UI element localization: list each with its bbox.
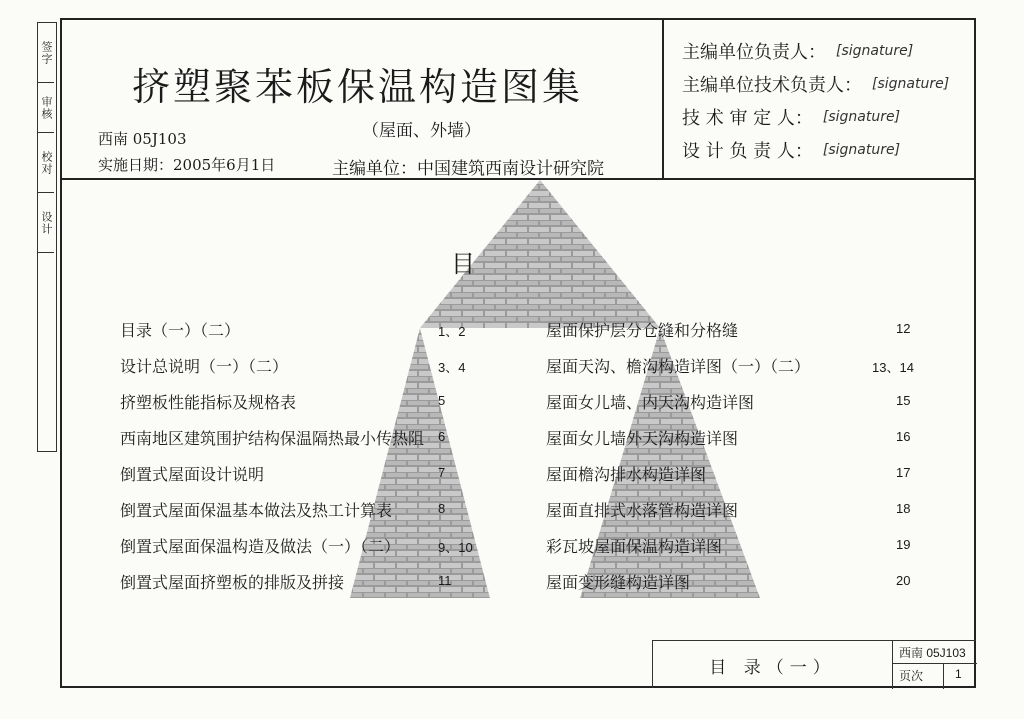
responsibility-row — [682, 67, 974, 100]
binding-cell: 校对 — [38, 133, 54, 193]
toc-page-number: 13、14 — [872, 360, 914, 375]
signature-mark: [signature] — [836, 42, 914, 59]
toc-page-number: 16 — [896, 429, 911, 444]
effective-date: 实施日期：2005年6月1日 — [98, 156, 276, 174]
toc-page-number: 5 — [438, 393, 446, 408]
toc-page-number: 17 — [896, 465, 911, 480]
toc-page-number: 12 — [896, 321, 911, 336]
toc-page-number: 20 — [896, 573, 911, 588]
toc-page-number: 8 — [438, 501, 446, 516]
toc-page-number: 7 — [438, 465, 446, 480]
toc-item[interactable]: 屋面女儿墙、内天沟构造详图 — [546, 393, 755, 412]
atlas-code: 西南 05J103 — [98, 130, 187, 148]
responsibility-row — [682, 34, 974, 67]
page-value: 1 — [955, 667, 962, 681]
toc-item[interactable]: 倒置式屋面设计说明 — [120, 465, 265, 484]
responsibility-label: 主编单位负责人： — [682, 41, 826, 63]
title-block-divider — [893, 663, 977, 664]
binding-strip — [37, 22, 57, 452]
toc-item[interactable]: 彩瓦坡屋面保温构造详图 — [546, 537, 723, 556]
responsibility-row — [682, 133, 974, 166]
page-label: 页次 — [899, 669, 924, 683]
title-block — [652, 640, 976, 688]
toc-page-number: 6 — [438, 429, 446, 444]
toc-page-number: 11 — [438, 573, 452, 588]
toc-item[interactable]: 倒置式屋面挤塑板的排版及拼接 — [120, 573, 345, 592]
toc-item[interactable]: 屋面檐沟排水构造详图 — [546, 465, 707, 484]
toc-page-number: 3、4 — [438, 360, 466, 375]
binding-cell: 签字 — [38, 23, 54, 83]
header-block — [62, 20, 974, 180]
signature-mark: [signature] — [872, 75, 950, 92]
toc-page-number: 19 — [896, 537, 911, 552]
title-block-divider — [943, 663, 944, 689]
binding-cell: 设计 — [38, 193, 54, 253]
toc-item[interactable]: 西南地区建筑围护结构保温隔热最小传热阻 — [120, 429, 425, 448]
responsibility-label: 设 计 负 责 人： — [682, 140, 813, 162]
toc-item[interactable]: 倒置式屋面保温基本做法及热工计算表 — [120, 501, 393, 520]
toc-item[interactable]: 倒置式屋面保温构造及做法（一）（二） — [120, 537, 401, 556]
toc-page-number: 15 — [896, 393, 911, 408]
toc-page-number: 18 — [896, 501, 911, 516]
toc-item[interactable]: 目录（一）（二） — [120, 321, 241, 340]
toc-item[interactable]: 屋面女儿墙外天沟构造详图 — [546, 429, 739, 448]
document-subtitle: （屋面、外墙） — [362, 121, 481, 141]
responsibility-label: 技 术 审 定 人： — [682, 107, 813, 129]
document-title: 挤塑聚苯板保温构造图集 — [132, 65, 584, 109]
binding-cell: 审核 — [38, 83, 54, 133]
toc-item[interactable]: 屋面保护层分仓缝和分格缝 — [546, 321, 739, 340]
sheet-code: 西南 05J103 — [899, 646, 966, 660]
responsibility-row — [682, 100, 974, 133]
editing-unit: 主编单位：中国建筑西南设计研究院 — [332, 159, 604, 179]
toc-item[interactable]: 屋面天沟、檐沟构造详图（一）（二） — [546, 357, 811, 376]
signature-mark: [signature] — [822, 108, 901, 125]
toc-page-number: 1、2 — [438, 324, 466, 339]
toc-page-number: 9、10 — [438, 540, 473, 555]
responsibility-block — [662, 20, 974, 178]
responsibility-label: 主编单位技术负责人： — [682, 74, 862, 96]
contents-heading: 目 — [451, 250, 475, 278]
signature-mark: [signature] — [822, 141, 901, 158]
toc-item[interactable]: 设计总说明（一）（二） — [120, 357, 289, 376]
toc-item[interactable]: 屋面变形缝构造详图 — [546, 573, 691, 592]
toc-item[interactable]: 挤塑板性能指标及规格表 — [120, 393, 297, 412]
toc-item[interactable]: 屋面直排式水落管构造详图 — [546, 501, 739, 520]
sheet-name: 目 录（一） — [653, 641, 893, 689]
